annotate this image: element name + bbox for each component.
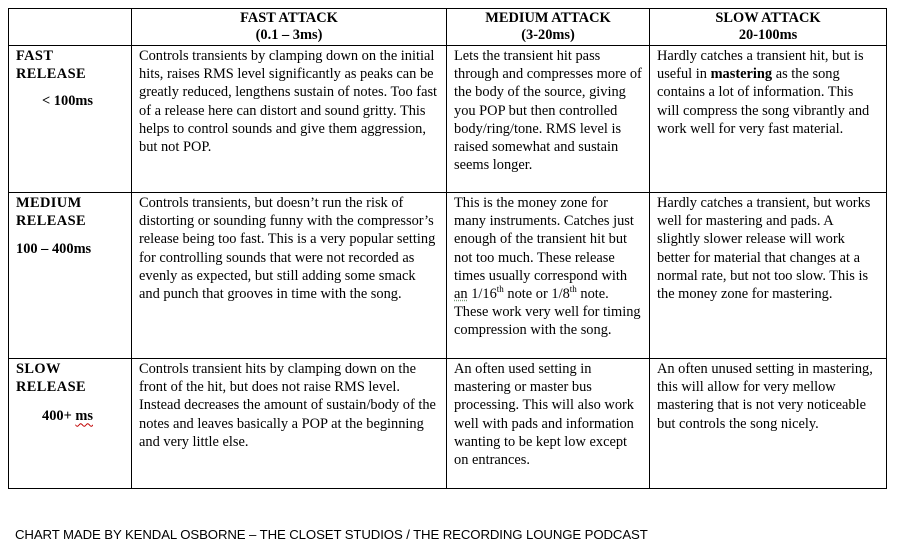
cell-text: This is the money zone for many instruments. Catches just enough of the transient hit but not too much. These release times usually correspond with — [454, 195, 634, 284]
row-label-range — [16, 407, 124, 425]
row-label-fast-release — [9, 46, 132, 193]
cell-text: as the song contains a lot of information. This will compress the song vibrantly and work well for very fast material. — [657, 66, 870, 137]
row-label-line: RELEASE — [16, 66, 86, 83]
cell-text: note. These work very well for timing compression with the song. — [454, 286, 641, 339]
row-slow-release — [9, 359, 887, 489]
row-label-line: RELEASE — [16, 379, 86, 396]
header-medium-attack — [447, 9, 650, 46]
row-label-line: FAST — [16, 48, 54, 64]
row-label-medium-release — [9, 193, 132, 359]
cell-slow-release-fast-attack: Controls transient hits by clamping down on the front of the hit, but does not raise RMS level. Instead decreases the amount of sustain/body of the notes and leaves basically a POP at the beginning and very little else. — [132, 359, 447, 489]
header-fast-attack — [132, 9, 447, 46]
cell-fast-release-medium-attack: Lets the transient hit pass through and compresses more of the body of the source, giving you POP but then controlled body/ring/tone. RMS level is raised somewhat and sustain seems longer. — [447, 46, 650, 193]
row-label-range: 100 – 400ms — [16, 241, 92, 258]
header-slow-attack-title: SLOW ATTACK — [715, 10, 821, 26]
row-label-line: RELEASE — [16, 213, 86, 230]
cell-fast-release-fast-attack: Controls transients by clamping down on the initial hits, raises RMS level significantly as peaks can be greatly reduced, lengthens sustain of notes. Too fast of a release here can distort and sound gritty. This helps to control sounds and give them aggression, but not POP. — [132, 46, 447, 193]
header-fast-attack-range: (0.1 – 3ms) — [255, 27, 323, 43]
cell-text: note or 1/8 — [503, 286, 570, 303]
row-medium-release — [9, 193, 887, 359]
row-label-range-value: 400+ — [42, 408, 72, 425]
header-slow-attack-range: 20-100ms — [738, 27, 798, 43]
compression-chart-table — [8, 8, 887, 489]
cell-superscript: th — [569, 284, 577, 295]
row-fast-release — [9, 46, 887, 193]
cell-bold-text: mastering — [710, 66, 773, 83]
cell-fast-release-slow-attack — [650, 46, 887, 193]
header-slow-attack — [650, 9, 887, 46]
row-label-line: SLOW — [16, 361, 61, 377]
cell-slow-release-medium-attack: An often used setting in mastering or master bus processing. This will also work well with pads and information wanting to be kept low except on entrances. — [447, 359, 650, 489]
cell-superscript: th — [496, 284, 504, 295]
header-corner-cell — [9, 9, 132, 46]
cell-text: 1/16 — [471, 286, 497, 303]
cell-medium-release-fast-attack: Controls transients, but doesn’t run the risk of distorting or sounding funny with the compressor’s release being too fast. This is a very popular setting for controlling sounds that were not recorded as evenly as expected, but still adding some smack and punch that grooves in time with the song. — [132, 193, 447, 359]
cell-text: Hardly catches a transient hit, but is useful in — [657, 48, 864, 83]
header-fast-attack-title: FAST ATTACK — [240, 10, 338, 26]
chart-credit: CHART MADE BY KENDAL OSBORNE – THE CLOSET STUDIOS / THE RECORDING LOUNGE PODCAST — [15, 527, 648, 542]
row-label-range-unit: ms — [75, 408, 93, 425]
header-row — [9, 9, 887, 46]
cell-medium-release-slow-attack: Hardly catches a transient, but works well for mastering and pads. A slightly slower release will work better for material that changes at a normal rate, but not too slow. This is the money zone for mastering. — [650, 193, 887, 359]
cell-text: an — [454, 286, 468, 303]
cell-slow-release-slow-attack: An often unused setting in mastering, this will allow for very mellow mastering that is not very noticeable but controls the song nicely. — [650, 359, 887, 489]
header-medium-attack-title: MEDIUM ATTACK — [485, 10, 611, 26]
row-label-range: < 100ms — [42, 93, 93, 110]
header-medium-attack-range: (3-20ms) — [521, 27, 575, 43]
row-label-slow-release — [9, 359, 132, 489]
row-label-line: MEDIUM — [16, 195, 82, 211]
cell-medium-release-medium-attack — [447, 193, 650, 359]
